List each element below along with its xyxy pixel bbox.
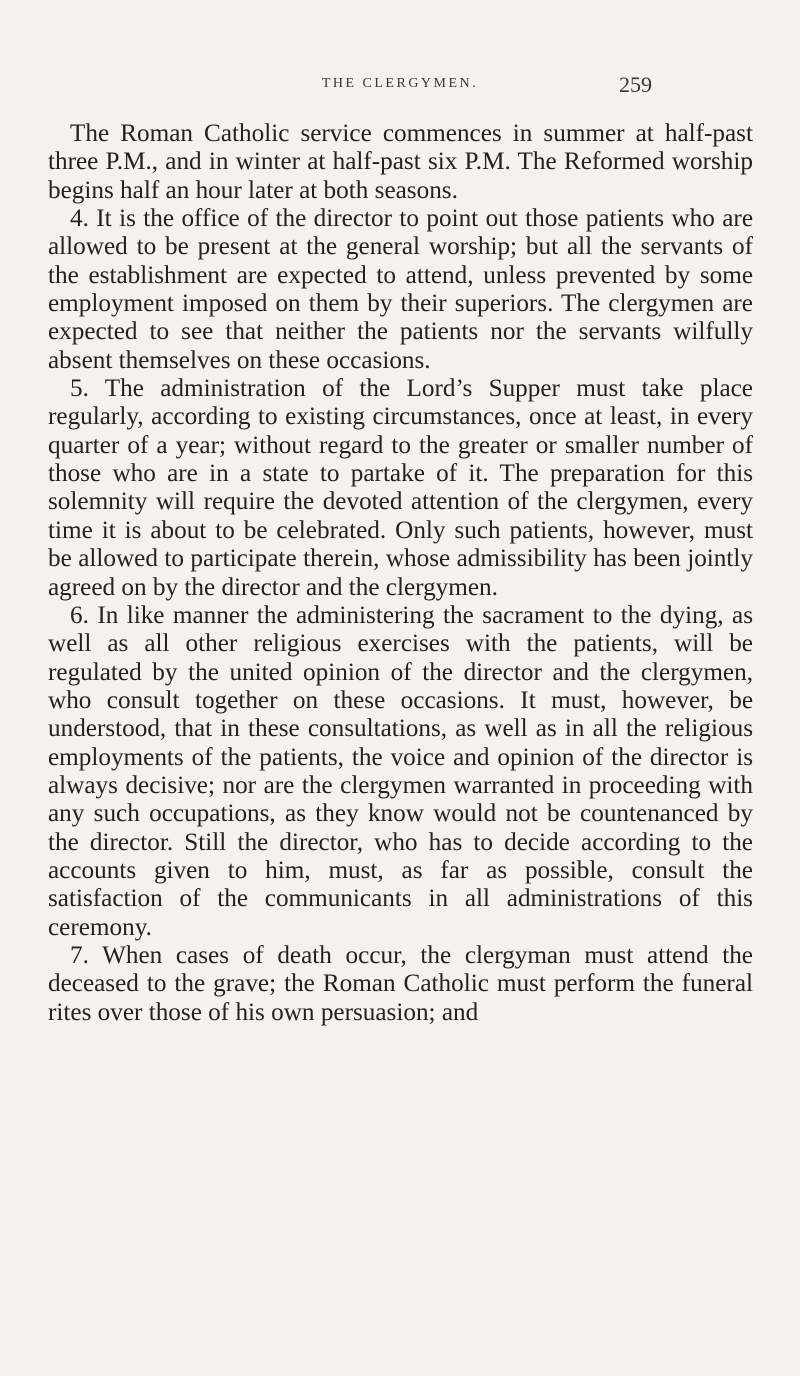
page-header [0,64,800,97]
paragraph-service-times: The Roman Catholic service commences in summer at half-past three P.M., and in winter at half-past six P.M. The Reformed worship begins half an hour later at both seasons. [48,120,753,204]
paragraph-5: 5. The administration of the Lord’s Supper must take place regularly, according to existing circumstances, once at least, in every quarter of a year; without regard to the greater or smaller number of those who are in a state to partake of it. The preparation for this solemnity will require the devoted attention of the clergymen, every time it is about to be celebrated. Only such patients, however, must be allowed to participate therein, whose admissibility has been jointly agreed on by the director and the clergymen. [48,375,753,601]
body-text [48,120,753,1027]
paragraph-7: 7. When cases of death occur, the clergyman must attend the deceased to the grave; the Roman Catholic must perform the funeral rites over those of his own persuasion; and [48,941,753,1026]
running-head: THE CLERGYMEN. [321,76,479,91]
paragraph-6: 6. In like manner the administering the sacrament to the dying, as well as all other religious exercises with the patients, will be regulated by the united opinion of the director and the clergymen, who consult together on these occasions. It must, however, be understood, that in these consultations, as well as in all the religious employments of the patients, the voice and opinion of the director is always decisive; nor are the clergymen warranted in proceeding with any such occupations, as they know would not be countenanced by the director. Still the director, who has to decide according to the accounts given to him, must, as far as possible, consult the satisfaction of the communicants in all administrations of this ceremony. [48,601,753,941]
paragraph-4: 4. It is the office of the director to point out those patients who are allowed to be present at the general worship; but all the servants of the establishment are expected to attend, unless prevented by some employment imposed on them by their superiors. The clergymen are expected to see that neither the patients nor the servants wilfully absent themselves on these occasions. [48,205,753,374]
page-number: 259 [619,72,652,97]
